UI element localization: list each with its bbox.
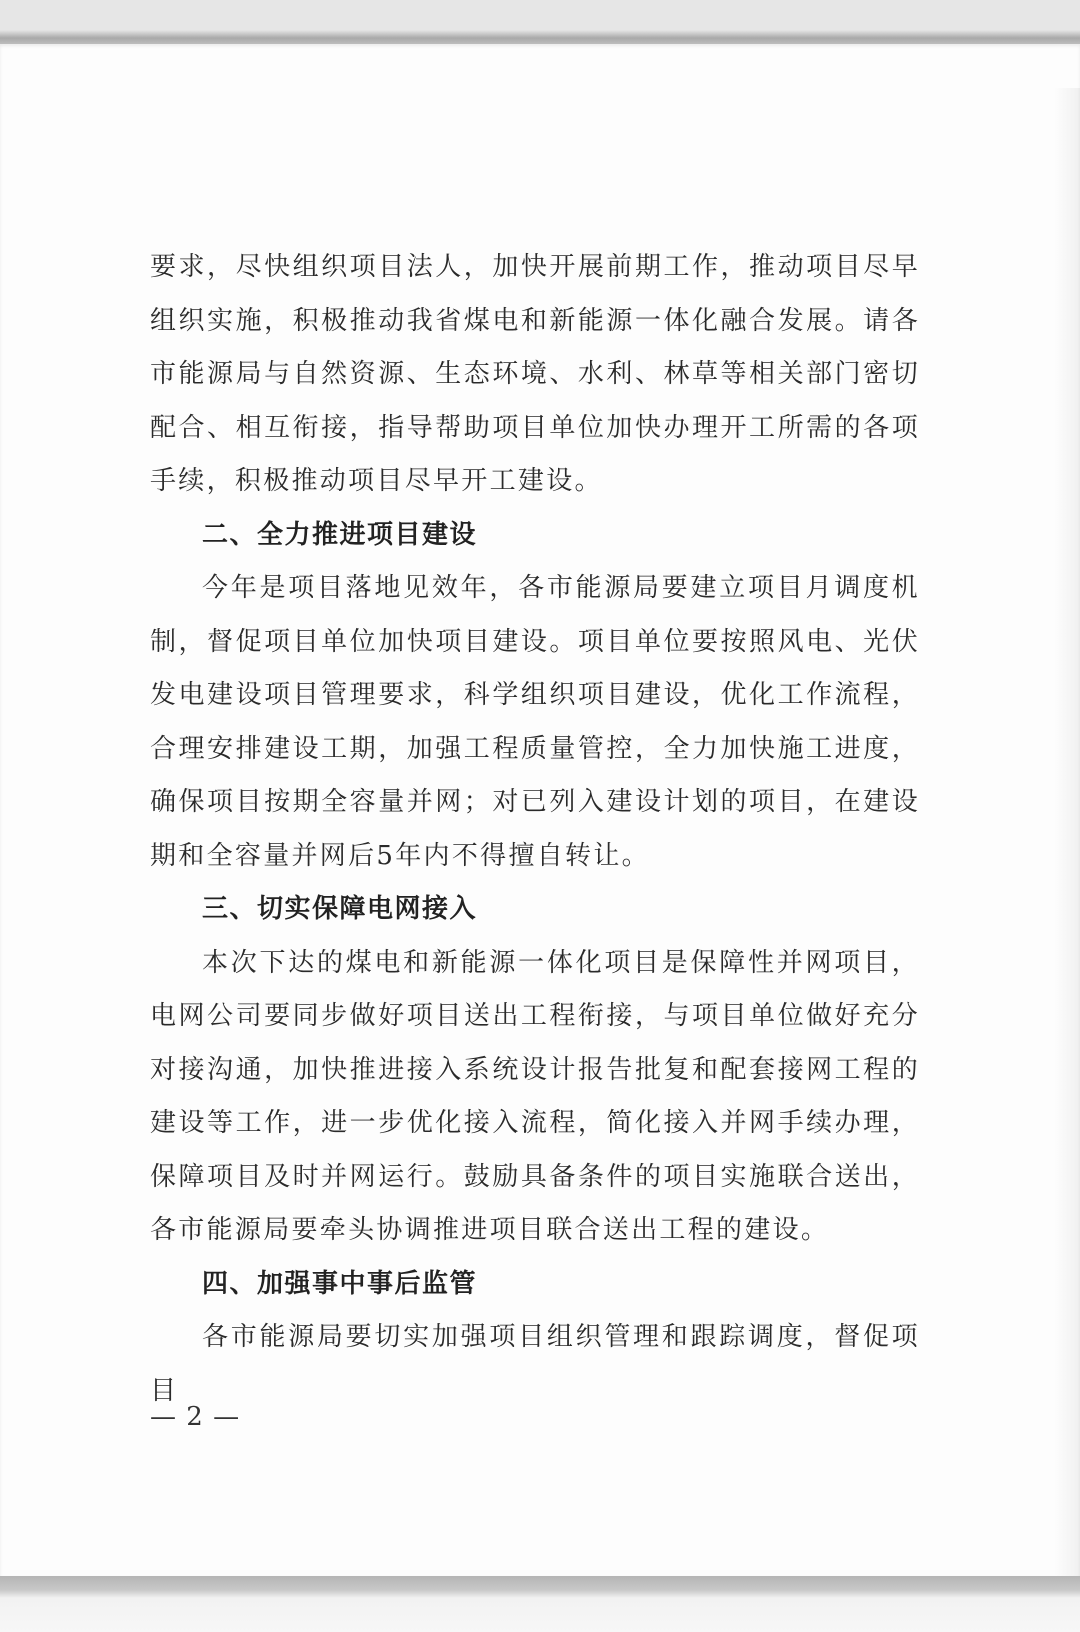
paragraph-project-construction: 今年是项目落地见效年，各市能源局要建立项目月调度机制，督促项目单位加快项目建设。项目单位要按照风电、光伏发电建设项目管理要求，科学组织项目建设，优化工作流程，合理安排建设工期，加强工程质量管控，全力加快施工进度，确保项目按期全容量并网；对已列入建设计划的项目，在建设期和全容量并网后5年内不得擅自转让。 <box>150 573 920 871</box>
section-heading-3: 三、切实保障电网接入 <box>202 894 478 924</box>
scan-top-edge <box>0 0 1080 44</box>
scan-bottom-edge <box>0 1576 1080 1632</box>
paragraph-supervision: 各市能源局要切实加强项目组织管理和跟踪调度，督促项目 <box>150 1322 920 1406</box>
page-number: — 2 — <box>150 1402 241 1432</box>
paragraph-continuation: 要求，尽快组织项目法人，加快开展前期工作，推动项目尽早组织实施，积极推动我省煤电和新能源一体化融合发展。请各市能源局与自然资源、生态环境、水利、林草等相关部门密切配合、相互衔接，指导帮助项目单位加快办理开工所需的各项手续，积极推动项目尽早开工建设。 <box>150 252 920 496</box>
section-heading-2: 二、全力推进项目建设 <box>202 519 478 550</box>
page-shadow-edge <box>1054 88 1080 1620</box>
document-body <box>150 241 920 1418</box>
section-heading-4: 四、加强事中事后监管 <box>202 1268 478 1299</box>
paragraph-grid-access: 本次下达的煤电和新能源一体化项目是保障性并网项目，电网公司要同步做好项目送出工程衔接，与项目单位做好充分对接沟通，加快推进接入系统设计报告批复和配套接网工程的建设等工作，进一步优化接入流程，简化接入并网手续办理，保障项目及时并网运行。鼓励具备条件的项目实施联合送出，各市能源局要牵头协调推进项目联合送出工程的建设。 <box>150 947 920 1245</box>
